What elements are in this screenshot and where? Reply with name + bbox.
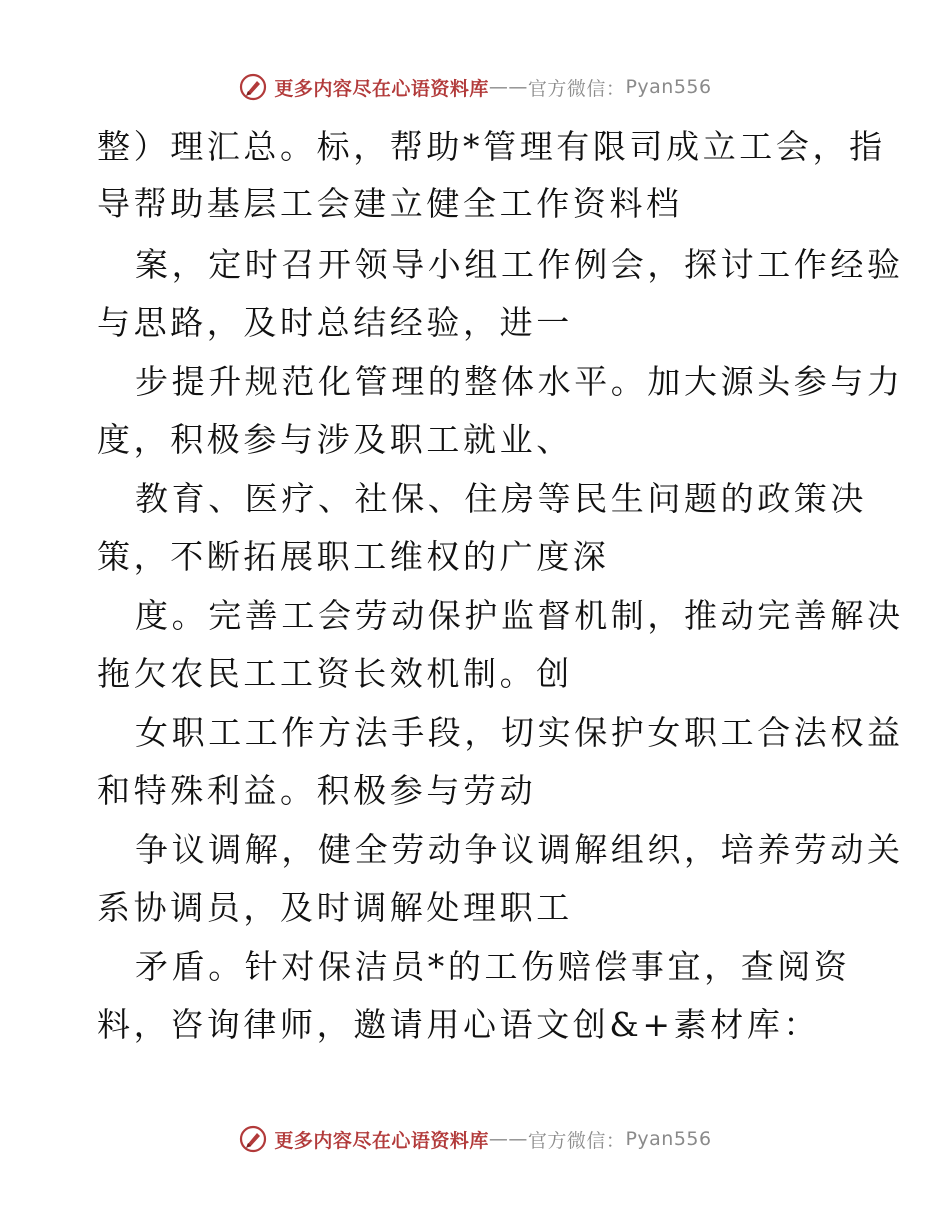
footer-watermark xyxy=(0,1124,950,1154)
text-line: 度，积极参与涉及职工就业、 xyxy=(97,420,573,459)
text-line: 步提升规范化管理的整体水平。加大源头参与力 xyxy=(135,362,904,401)
watermark-main-text: 更多内容尽在心语资料库 xyxy=(274,77,489,100)
text-line: 与思路，及时总结经验，进一 xyxy=(97,303,573,342)
text-line: 争议调解，健全劳动争议调解组织，培养劳动关 xyxy=(135,830,904,869)
text-line: 导帮助基层工会建立健全工作资料档 xyxy=(97,184,683,223)
text-line: 和特殊利益。积极参与劳动 xyxy=(97,771,537,810)
text-line: 女职工工作方法手段，切实保护女职工合法权益 xyxy=(135,713,904,752)
pen-logo-icon xyxy=(238,1124,268,1154)
text-line: 案，定时召开领导小组工作例会，探讨工作经验 xyxy=(135,245,904,284)
watermark-account: Pyan556 xyxy=(625,76,712,98)
text-line: 度。完善工会劳动保护监督机制，推动完善解决 xyxy=(135,596,904,635)
watermark-main-text: 更多内容尽在心语资料库 xyxy=(274,1129,489,1152)
text-line: 料，咨询律师，邀请用心语文创&+素材库： xyxy=(97,1005,821,1044)
text-line: 系协调员，及时调解处理职工 xyxy=(97,888,573,927)
text-line: 矛盾。针对保洁员*的工伤赔偿事宜，查阅资 xyxy=(135,947,851,986)
watermark-label: 官方微信： xyxy=(527,77,626,100)
watermark-account: Pyan556 xyxy=(625,1128,712,1150)
text-line: 拖欠农民工工资长效机制。创 xyxy=(97,654,573,693)
text-line: 策，不断拓展职工维权的广度深 xyxy=(97,537,610,576)
text-line: 教育、医疗、社保、住房等民生问题的政策决 xyxy=(135,479,867,518)
text-line: 整）理汇总。标，帮助*管理有限司成立工会，指 xyxy=(97,127,886,166)
watermark-label: 官方微信： xyxy=(527,1129,626,1152)
watermark-dash: —— xyxy=(488,76,528,98)
watermark-dash: —— xyxy=(488,1128,528,1150)
